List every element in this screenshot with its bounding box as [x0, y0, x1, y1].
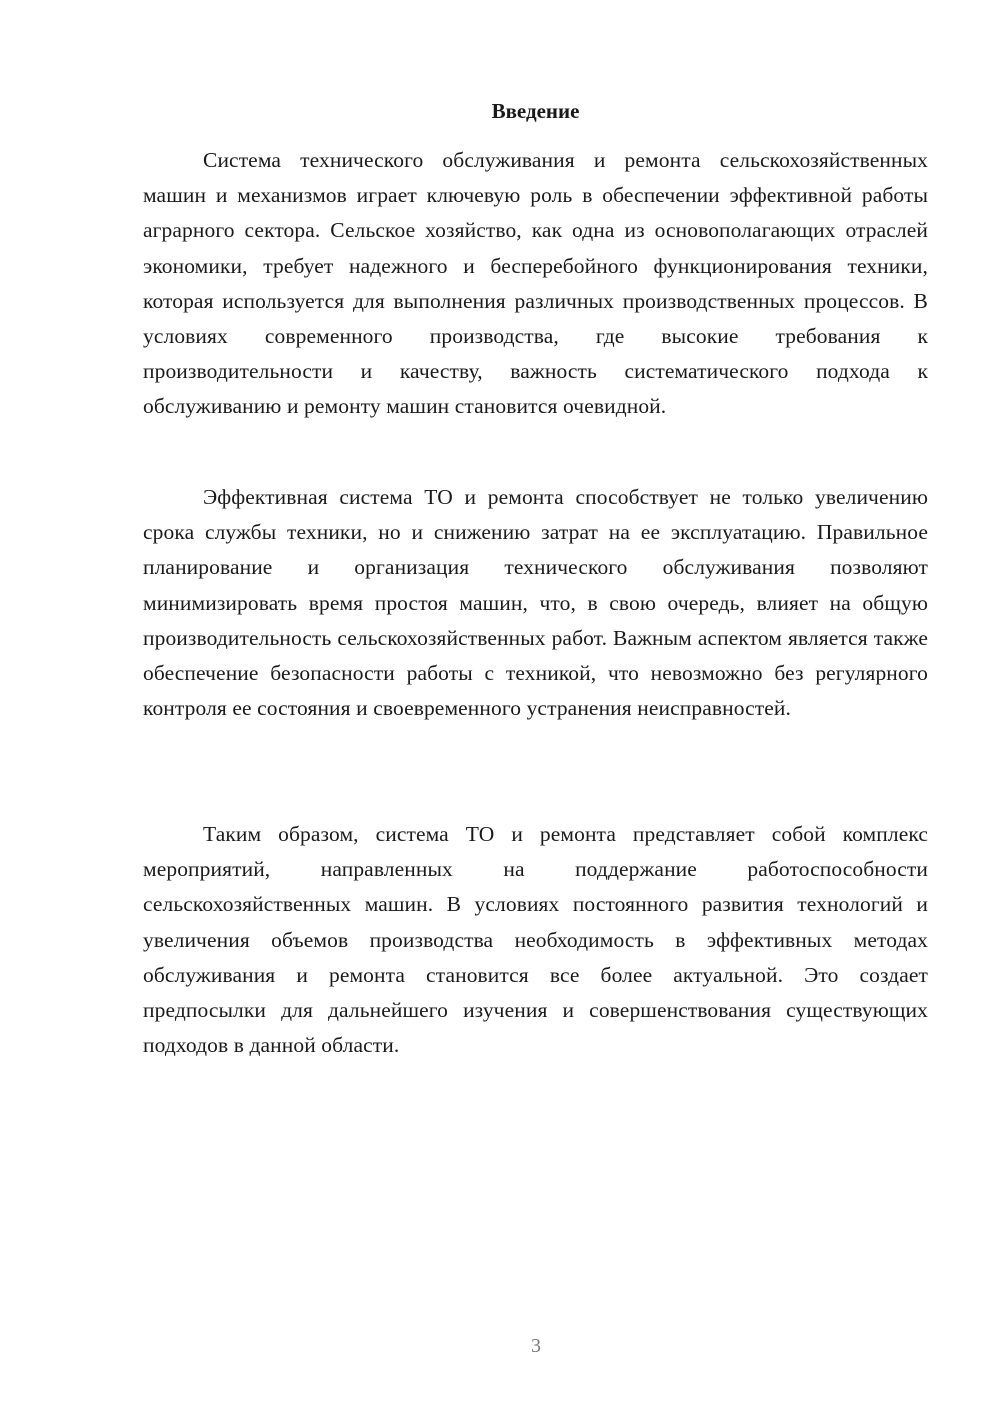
- paragraph-2: Эффективная система ТО и ремонта способствует не только увеличению срока службы техники, но и снижению затрат на ее эксплуатацию. Правильное планирование и организация технического обслуживания позволяют минимизировать время простоя машин, что, в свою очередь, влияет на общую производительность сельскохозяйственных работ. Важным аспектом является также обеспечение безопасности работы с техникой, что невозможно без регулярного контроля ее состояния и своевременного устранения неисправностей.: [143, 485, 928, 721]
- paragraph-1: Система технического обслуживания и ремонта сельскохозяйственных машин и механизмов играет ключевую роль в обеспечении эффективной работы аграрного сектора. Сельское хозяйство, как одна из основополагающих отраслей экономики, требует надежного и бесперебойного функционирования техники, которая используется для выполнения различных производственных процессов. В условиях современного производства, где высокие требования к производительности и качеству, важность систематического подхода к обслуживанию и ремонту машин становится очевидной.: [143, 148, 928, 419]
- page-title: Введение: [491, 99, 580, 123]
- page-number: 3: [531, 1335, 541, 1357]
- paragraph-3: Таким образом, система ТО и ремонта представляет собой комплекс мероприятий, направленных на поддержание работоспособности сельскохозяйственных машин. В условиях постоянного развития технологий и увеличения объемов производства необходимость в эффективных методах обслуживания и ремонта становится все более актуальной. Это создает предпосылки для дальнейшего изучения и совершенствования существующих подходов в данной области.: [143, 822, 928, 1058]
